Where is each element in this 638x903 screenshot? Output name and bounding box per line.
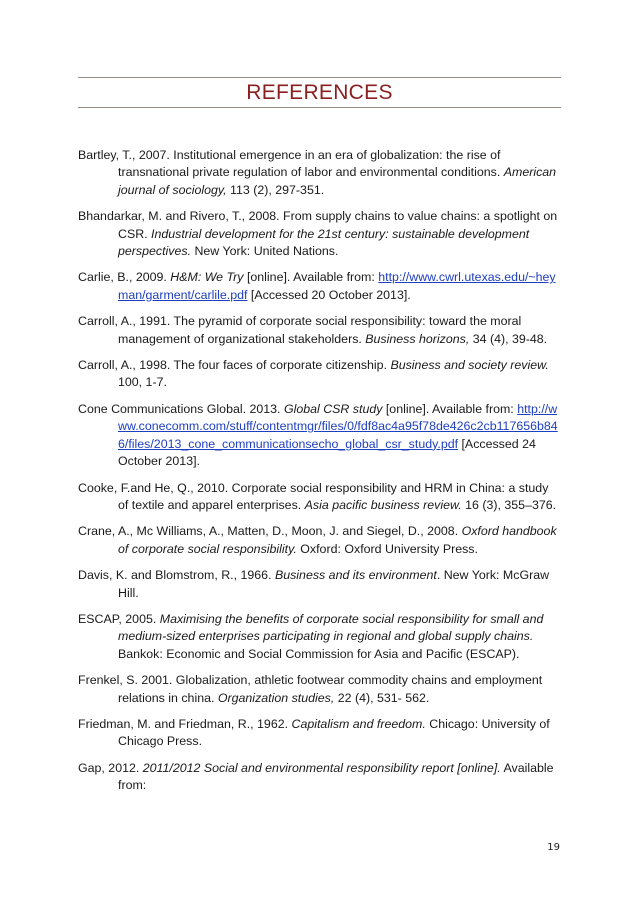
- journal-title: Organization studies,: [217, 690, 335, 705]
- reference-bhandarkar-2008: Bhandarkar, M. and Rivero, T., 2008. From supply chains to value chains: a spotlight on CSR. Industrial development for the 21st century: sustainable development perspectives. New York: United Nations.: [78, 209, 558, 259]
- reference-link[interactable]: http://www.conecomm.com/stuff/contentmgr/files/0/fdf8ac4a95f78de426c2cb117656b846/files/2013_cone_communicationsecho_global_csr_study.pdf: [118, 401, 558, 451]
- book-title: Capitalism and freedom.: [291, 716, 426, 731]
- reference-carroll-1998: Carroll, A., 1998. The four faces of corporate citizenship. Business and society review. 100, 1-7.: [78, 358, 549, 390]
- book-title: Business and its environment: [274, 568, 437, 583]
- page-number: 19: [547, 842, 560, 853]
- reference-link[interactable]: http://www.cwrl.utexas.edu/~heyman/garment/carlile.pdf: [118, 270, 556, 302]
- reference-cooke-2010: Cooke, F.and He, Q., 2010. Corporate social responsibility and HRM in China: a study of textile and apparel enterprises. Asia pacific business review. 16 (3), 355–376.: [78, 480, 557, 512]
- journal-title: Asia pacific business review.: [304, 497, 462, 512]
- reference-frenkel-2001: Frenkel, S. 2001. Globalization, athletic footwear commodity chains and employment relations in china. Organization studies, 22 (4), 531- 562.: [78, 673, 543, 705]
- book-title: Oxford handbook of corporate social responsibility.: [118, 524, 557, 556]
- reference-escap-2005: ESCAP, 2005. Maximising the benefits of corporate social responsibility for small and medium-sized enterprises participating in regional and global supply chains. Bankok: Economic and Social Commission for Asia and Pacific (ESCAP).: [78, 611, 544, 661]
- document-title: Global CSR study: [283, 401, 383, 416]
- document-title: 2011/2012 Social and environmental responsibility report [online].: [142, 760, 501, 775]
- heading-top-rule: [78, 77, 561, 78]
- reference-list: [78, 147, 562, 804]
- book-title: Industrial development for the 21st century: sustainable development perspectives.: [118, 226, 530, 259]
- reference-carroll-1991: Carroll, A., 1991. The pyramid of corporate social responsibility: toward the moral management of organizational stakeholders. Business horizons, 34 (4), 39-48.: [78, 314, 548, 346]
- reference-gap-2012: Gap, 2012. 2011/2012 Social and environmental responsibility report [online]. Available from:: [78, 760, 554, 793]
- page-title: REFERENCES: [246, 81, 393, 104]
- journal-title: Business and society review.: [390, 358, 549, 373]
- reference-carlie-2009: Carlie, B., 2009. H&M: We Try [online]. Available from: http://www.cwrl.utexas.edu/~heyman/garment/carlile.pdf [Accessed 20 October 2013].: [78, 270, 556, 302]
- reference-bartley-2007: Bartley, T., 2007. Institutional emergence in an era of globalization: the rise of transnational private regulation of labor and environmental conditions. American journal of sociology, 113 (2), 297-351.: [78, 148, 557, 197]
- reference-crane-2008: Crane, A., Mc Williams, A., Matten, D., Moon, J. and Siegel, D., 2008. Oxford handbook of corporate social responsibility. Oxford: Oxford University Press.: [78, 524, 557, 556]
- heading-bottom-rule: [78, 107, 561, 108]
- document-title: H&M: We Try: [170, 270, 244, 285]
- book-title: Maximising the benefits of corporate social responsibility for small and medium-sized enterprises participating in regional and global supply chains.: [118, 611, 544, 644]
- reference-cone-2013: Cone Communications Global. 2013. Global CSR study [online]. Available from: http://www.conecomm.com/stuff/contentmgr/files/0/fdf8ac4a95f78de426c2cb117656b846/files/2013_cone_communicationsecho_global_csr_study.pdf [Accessed 24 October 2013].: [78, 401, 558, 469]
- journal-title: American journal of sociology,: [118, 165, 557, 197]
- reference-friedman-1962: Friedman, M. and Friedman, R., 1962. Capitalism and freedom. Chicago: University of Chicago Press.: [78, 716, 550, 749]
- reference-davis-1966: Davis, K. and Blomstrom, R., 1966. Business and its environment. New York: McGraw Hill.: [78, 568, 550, 600]
- journal-title: Business horizons,: [365, 331, 470, 346]
